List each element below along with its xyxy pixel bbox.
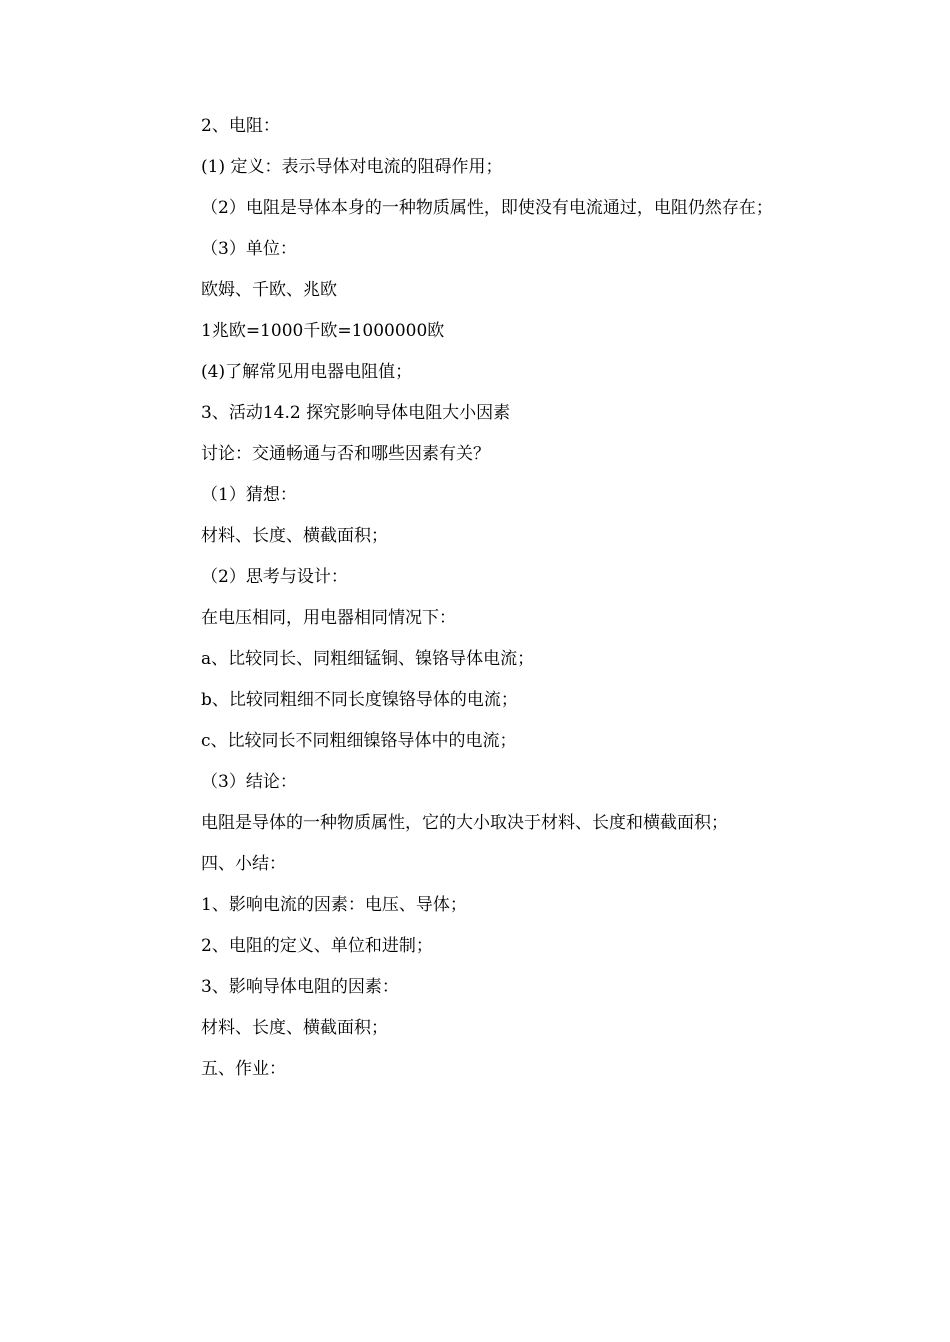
conclusion-heading: （3）结论： [201,772,297,792]
heading-homework: 五、作业： [201,1059,286,1079]
design-step-b: b、比较同粗细不同长度镍铬导体的电流； [201,690,518,710]
summary-factors: 材料、长度、横截面积； [201,1018,388,1038]
hypothesis-heading: （1）猜想： [201,485,297,505]
summary-item-2: 2、电阻的定义、单位和进制； [201,936,433,956]
resistance-property: （2）电阻是导体本身的一种物质属性，即使没有电流通过，电阻仍然存在； [201,198,773,218]
design-step-c: c、比较同长不同粗细镍铬导体中的电流； [201,731,517,751]
heading-activity: 3、活动14.2 探究影响导体电阻大小因素 [201,403,511,423]
design-step-a: a、比较同长、同粗细锰铜、镍铬导体电流； [201,649,535,669]
hypothesis-factors: 材料、长度、横截面积； [201,526,388,546]
resistance-units: 欧姆、千欧、兆欧 [201,280,337,300]
common-appliance-resistance: (4)了解常见用电器电阻值； [201,362,413,382]
conclusion-text: 电阻是导体的一种物质属性，它的大小取决于材料、长度和横截面积； [201,813,728,833]
resistance-unit-heading: （3）单位： [201,239,297,259]
document-body [201,112,881,1096]
resistance-definition: (1) 定义：表示导体对电流的阻碍作用； [201,157,503,177]
summary-item-1: 1、影响电流的因素：电压、导体； [201,895,467,915]
discussion-question: 讨论：交通畅通与否和哪些因素有关？ [201,444,490,464]
summary-item-3: 3、影响导体电阻的因素： [201,977,399,997]
unit-conversion: 1兆欧=1000千欧=1000000欧 [201,321,445,341]
design-heading: （2）思考与设计： [201,567,348,587]
heading-resistance: 2、电阻： [201,116,280,136]
design-condition: 在电压相同，用电器相同情况下： [201,608,456,628]
heading-summary: 四、小结： [201,854,286,874]
